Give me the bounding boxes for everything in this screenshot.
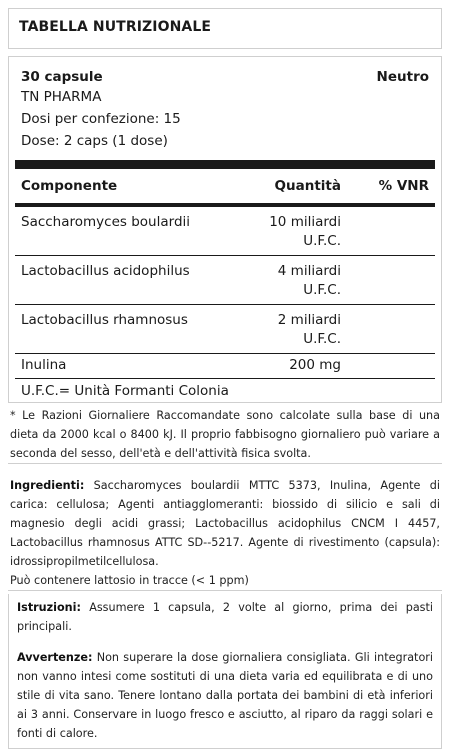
quantity-value: 4 miliardi	[277, 263, 341, 279]
section-divider	[8, 590, 442, 591]
header-vnr: % VNR	[378, 178, 429, 194]
lactose-note: Può contenere lattosio in tracce (< 1 ppm)	[10, 574, 249, 587]
ingredients-label: Ingredienti:	[10, 479, 85, 492]
usage-box	[8, 594, 442, 749]
header-quantity: Quantità	[274, 178, 341, 194]
row-quantity	[247, 311, 341, 353]
row-component: Inulina	[21, 357, 67, 373]
table-row	[15, 305, 435, 354]
servings-per-pack: Dosi per confezione: 15	[21, 111, 181, 127]
warnings-text: Non superare la dose giornaliera consigliata. Gli integratori non vanno intesi come sostituti di una dieta varia ed equilibrata e di uno stile di vita sano. Tenere lontano dalla portata dei bambini di età inferiori ai 3 anni. Conservare in luogo fresco e asciutto, al riparo da raggi solari e fonti di calore.	[17, 651, 433, 740]
row-component: Saccharomyces boulardii	[21, 214, 191, 230]
warnings-label: Avvertenze:	[17, 651, 93, 664]
nutrition-table-title-box	[8, 8, 442, 49]
quantity-unit: U.F.C.	[303, 282, 341, 298]
ingredients-section	[10, 476, 440, 590]
dose-size: Dose: 2 caps (1 dose)	[21, 133, 168, 149]
quantity-unit: U.F.C.	[303, 233, 341, 249]
product-header	[15, 57, 435, 160]
warnings-section	[17, 648, 433, 743]
row-component: Lactobacillus acidophilus	[21, 263, 190, 279]
row-vnr	[341, 311, 429, 353]
ingredients-text: Saccharomyces boulardii MTTC 5373, Inulina, Agente di carica: cellulosa; Agenti antiagglomeranti: biossido di silicio e sali di magnesio degli acidi grassi; Lactobacillus acidophilus CNCM I 4457, Lactobacillus rhamnosus ATTC SD--5217. Agente di rivestimento (capsula): idrossipropilmetilcellulosa.	[10, 479, 440, 568]
table-row	[15, 256, 435, 305]
ufc-note: U.F.C.= Unità Formanti Colonia	[21, 383, 229, 399]
instructions-label: Istruzioni:	[17, 601, 81, 614]
quantity-unit: U.F.C.	[303, 331, 341, 347]
nutrition-facts-panel	[8, 56, 442, 403]
row-vnr	[341, 262, 429, 304]
product-brand: TN PHARMA	[21, 89, 102, 105]
thick-divider	[15, 160, 435, 169]
row-quantity	[247, 262, 341, 304]
quantity-value: 2 miliardi	[277, 312, 341, 328]
product-flavor: Neutro	[376, 69, 429, 85]
nutrition-table-title: TABELLA NUTRIZIONALE	[19, 19, 212, 35]
vnr-footnote: * Le Razioni Giornaliere Raccomandate sono calcolate sulla base di una dieta da 2000 kcal o 8400 kJ. Il proprio fabbisogno giornaliero può variare a seconda del sesso, dell'età e dell'attività fisica svolta.	[10, 409, 440, 460]
row-vnr	[341, 357, 429, 378]
product-size: 30 capsule	[21, 69, 103, 85]
row-component: Lactobacillus rhamnosus	[21, 312, 188, 328]
table-row	[15, 207, 435, 256]
instructions-text: Assumere 1 capsula, 2 volte al giorno, prima dei pasti principali.	[17, 601, 433, 633]
row-quantity	[247, 213, 341, 255]
ufc-note-row	[15, 379, 435, 406]
row-quantity: 200 mg	[289, 357, 341, 373]
quantity-value: 10 miliardi	[269, 214, 341, 230]
row-vnr	[341, 213, 429, 255]
table-header-row	[15, 169, 435, 203]
header-component: Componente	[21, 178, 118, 194]
table-row	[15, 354, 435, 379]
instructions-section	[17, 598, 433, 636]
section-divider	[8, 463, 442, 464]
